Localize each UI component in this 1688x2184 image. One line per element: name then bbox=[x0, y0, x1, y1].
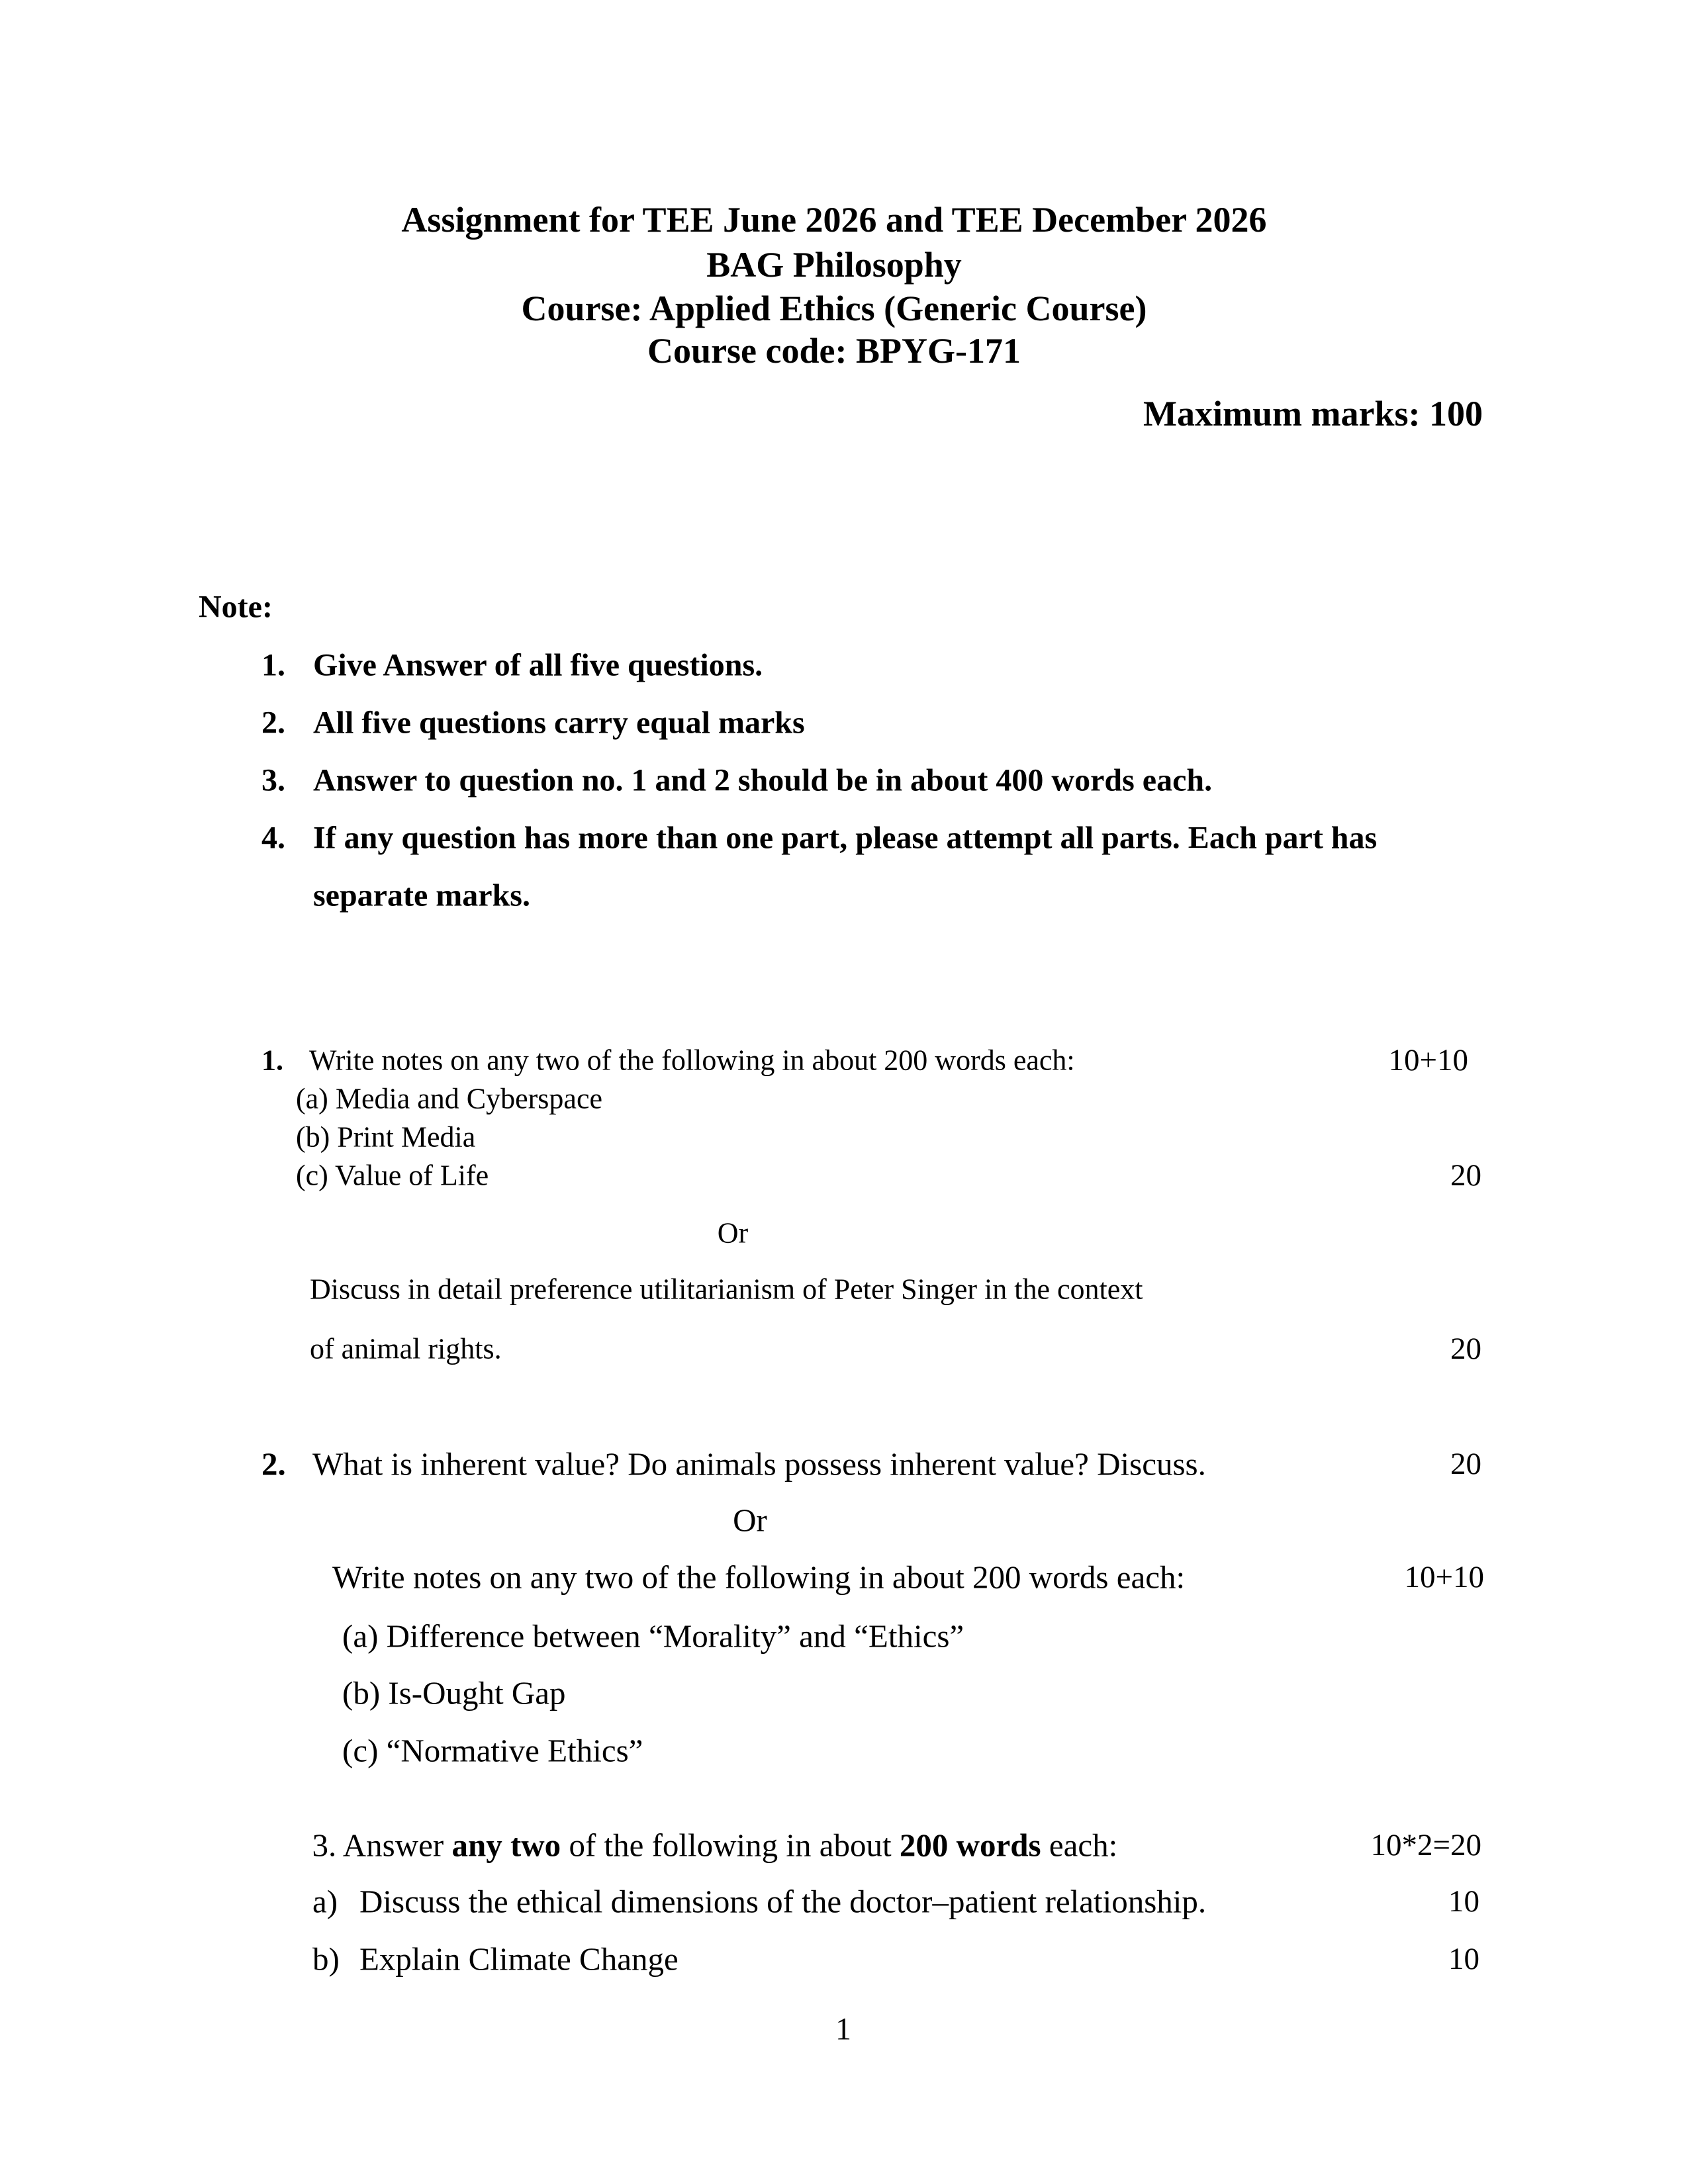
q1-options-marks: 20 bbox=[1450, 1158, 1481, 1193]
q1-option-c: (c) Value of Life bbox=[296, 1159, 489, 1192]
q3-text-bold-any-two: any two bbox=[451, 1827, 561, 1864]
q2-option-b: (b) Is-Ought Gap bbox=[342, 1674, 566, 1711]
q3-item-marks: 10 bbox=[1448, 1942, 1479, 1976]
q2-option-c: (c) “Normative Ethics” bbox=[342, 1732, 643, 1769]
doc-title-line4: Course code: BPYG-171 bbox=[647, 331, 1021, 371]
q2-marks: 20 bbox=[1450, 1447, 1481, 1481]
q2-alt-marks: 10+10 bbox=[1404, 1560, 1484, 1594]
q3-item-label: a) bbox=[312, 1883, 338, 1920]
doc-title-line1: Assignment for TEE June 2026 and TEE December 2026 bbox=[401, 200, 1267, 240]
doc-title-line2: BAG Philosophy bbox=[706, 245, 962, 285]
q3-item-label: b) bbox=[312, 1940, 340, 1978]
q1-option-a: (a) Media and Cyberspace bbox=[296, 1082, 603, 1115]
q1-alt-marks: 20 bbox=[1450, 1332, 1481, 1366]
note-item-number: 4. bbox=[261, 820, 285, 856]
q1-alt-line2: of animal rights. bbox=[310, 1332, 502, 1365]
q1-number: 1. bbox=[261, 1044, 283, 1077]
q1-text: Write notes on any two of the following in about 200 words each: bbox=[309, 1044, 1075, 1077]
q3-item-text: Explain Climate Change bbox=[359, 1940, 679, 1978]
q2-or-separator: Or bbox=[733, 1502, 767, 1539]
q3-item-marks: 10 bbox=[1448, 1884, 1479, 1919]
page-number: 1 bbox=[835, 2011, 851, 2047]
note-item-continuation-text: separate marks. bbox=[313, 878, 530, 913]
note-item-number: 1. bbox=[261, 647, 285, 683]
note-item-text: If any question has more than one part, please attempt all parts. Each part has bbox=[313, 820, 1378, 856]
note-item-text: Give Answer of all five questions. bbox=[313, 647, 763, 683]
q3-item-text: Discuss the ethical dimensions of the doctor–patient relationship. bbox=[359, 1883, 1207, 1920]
q2-alt-text: Write notes on any two of the following in about 200 words each: bbox=[332, 1559, 1186, 1596]
note-item-number: 3. bbox=[261, 762, 285, 798]
q2-option-a: (a) Difference between “Morality” and “Ethics” bbox=[342, 1617, 964, 1655]
q2-number: 2. bbox=[261, 1445, 286, 1482]
q3-marks: 10*2=20 bbox=[1370, 1828, 1481, 1862]
q3-text-prefix: 3. Answer bbox=[312, 1827, 452, 1864]
doc-title-line3: Course: Applied Ethics (Generic Course) bbox=[521, 289, 1147, 328]
q3-text-bold-200-words: 200 words bbox=[899, 1827, 1041, 1864]
q1-marks: 10+10 bbox=[1388, 1043, 1468, 1077]
q1-or-separator: Or bbox=[717, 1216, 749, 1250]
q3-text-suffix: each: bbox=[1041, 1827, 1118, 1864]
q1-alt-line1: Discuss in detail preference utilitarianism of Peter Singer in the context bbox=[310, 1273, 1143, 1306]
q3-text-mid: of the following in about bbox=[561, 1827, 900, 1864]
q1-option-b: (b) Print Media bbox=[296, 1120, 476, 1154]
note-label: Note: bbox=[199, 589, 273, 625]
note-item-text: Answer to question no. 1 and 2 should be in about 400 words each. bbox=[313, 762, 1213, 798]
note-item-number: 2. bbox=[261, 705, 285, 741]
max-marks-label: Maximum marks: 100 bbox=[1143, 394, 1483, 433]
q2-text: What is inherent value? Do animals possess inherent value? Discuss. bbox=[312, 1445, 1206, 1482]
note-item-text: All five questions carry equal marks bbox=[313, 705, 805, 741]
